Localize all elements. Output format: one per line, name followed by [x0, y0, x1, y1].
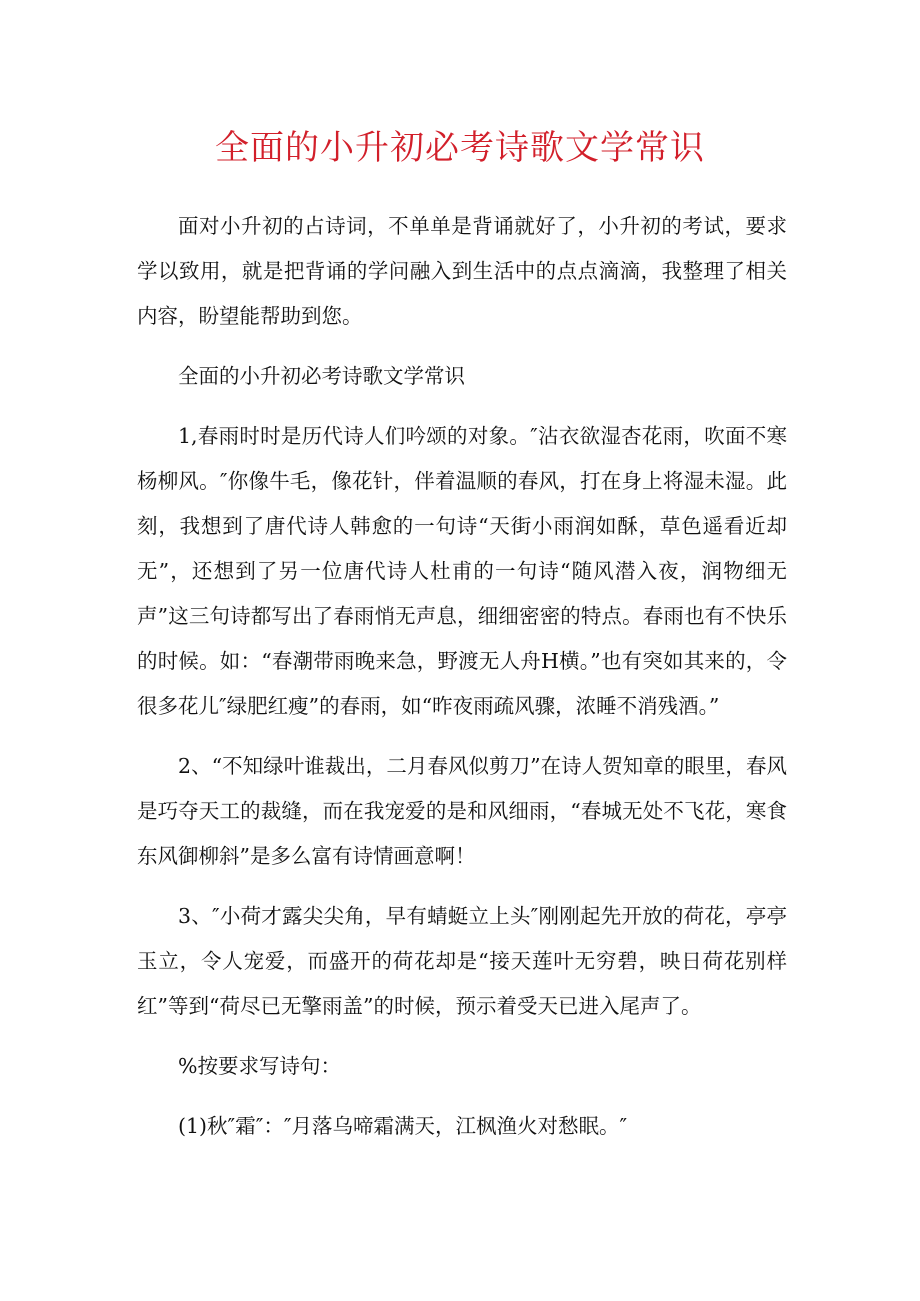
- exercise-item-1: (1)秋″霜″：″月落乌啼霜满天，江枫渔火对愁眠。″: [178, 1114, 628, 1138]
- exercise-heading: %按要求写诗句：: [178, 1054, 341, 1078]
- paragraph-3: 3、″小荷才露尖尖角，早有蜻蜓立上头″刚刚起先开放的荷花，亭亭玉立，令人宠爱，而盛开的荷花却是“接天莲叶无穷碧，映日荷花别样红”等到“荷尽已无擎雨盖”的时候，预示着受天已进入尾声了。: [137, 904, 787, 1018]
- paragraph-1: 1,春雨时时是历代诗人们吟颂的对象。″沾衣欲湿杏花雨，吹面不寒杨柳风。″你像牛毛，像花针，伴着温顺的春风，打在身上将湿未湿。此刻，我想到了唐代诗人韩愈的一句诗“天街小雨润如酥，草色遥看近却无”，还想到了另一位唐代诗人杜甫的一句诗“随风潜入夜，润物细无声”这三句诗都写出了春雨悄无声息，细细密密的特点。春雨也有不快乐的时候。如：“春潮带雨晚来急，野渡无人舟H横。”也有突如其来的，令很多花儿″绿肥红瘦”的春雨，如“昨夜雨疏风骤，浓睡不消残酒。”: [137, 424, 787, 718]
- paragraph-2: 2、“不知绿叶谁裁出，二月春风似剪刀”在诗人贺知章的眼里，春风是巧夺天工的裁缝，而在我宠爱的是和风细雨，“春城无处不飞花，寒食东风御柳斜”是多么富有诗情画意啊！: [137, 754, 787, 868]
- intro-paragraph: 面对小升初的占诗词，不单单是背诵就好了，小升初的考试，要求学以致用，就是把背诵的学问融入到生活中的点点滴滴，我整理了相关内容，盼望能帮助到您。: [137, 214, 787, 328]
- document-body: [137, 204, 787, 1164]
- section-heading: 全面的小升初必考诗歌文学常识: [178, 364, 465, 388]
- document-title: 全面的小升初必考诗歌文学常识: [215, 128, 705, 168]
